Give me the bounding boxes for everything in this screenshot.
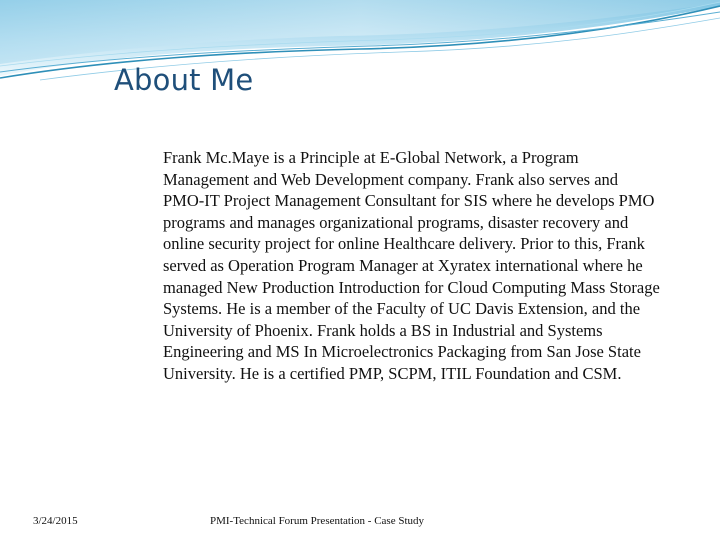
footer-presentation-title: PMI-Technical Forum Presentation - Case Study bbox=[210, 515, 425, 527]
footer-date: 3/24/2015 bbox=[33, 515, 78, 527]
about-paragraph: Frank Mc.Maye is a Principle at E-Global Network, a Program Management and Web Development company. Frank also serves and PMO-IT Project Management Consultant for SIS where he develops PMO programs and manages organizational programs, disaster recovery and online security project for online Healthcare delivery. Prior to this, Frank served as Operation Program Manager at Xyratex international where he managed New Production Introduction for Cloud Computing Mass Storage Systems. He is a member of the Faculty of UC Davis Extension, and the University of Phoenix. Frank holds a BS in Industrial and Systems Engineering and MS In Microelectronics Packaging from San Jose State University. He is a certified PMP, SCPM, ITIL Foundation and CSM. bbox=[163, 148, 660, 383]
slide-title: About Me bbox=[114, 63, 254, 97]
header-wave-decoration bbox=[0, 0, 720, 90]
